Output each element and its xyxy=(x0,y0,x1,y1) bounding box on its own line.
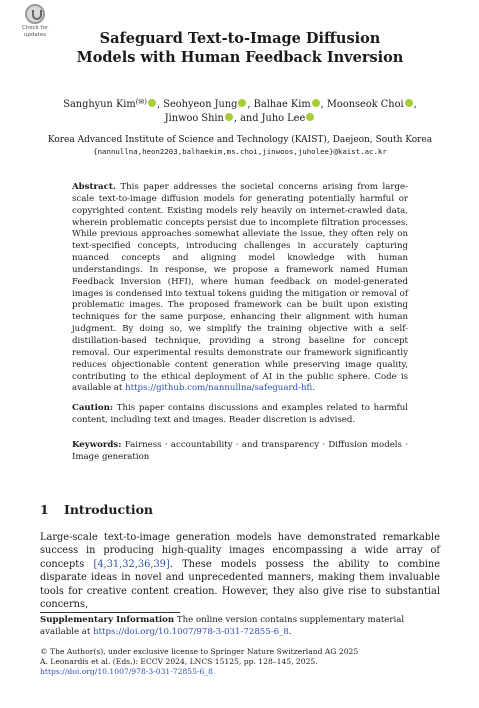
section-heading xyxy=(40,502,153,517)
paper-title xyxy=(40,29,440,67)
intro-text-2: . These models possess the ability to combine disparate ideas in novel and unprecedented manners, making them invaluable tools for creative content creation. However, they also give rise to substantial concerns, xyxy=(40,558,440,611)
affiliation xyxy=(20,134,460,158)
keywords-label: Keywords: xyxy=(72,439,122,450)
orcid-icon[interactable] xyxy=(225,113,233,121)
supplementary-link[interactable]: https://doi.org/10.1007/978-3-031-72855-6_8 xyxy=(93,626,289,637)
abstract-text: This paper addresses the societal concerns arising from large-scale text-to-image diffusion models for generating potentially harmful or copyrighted content. Existing models rely heavily on internet-crawled data, wherein problematic concepts persist due to incomplete filtration processes. While previous approaches somewhat alleviate the issue, they often rely on text-specified concepts, introducing challenges in accurately capturing nuanced concepts and aligning model knowledge with human understandings. In response, we propose a framework named Human Feedback Inversion (HFI), where human feedback on model-generated images is condensed into textual tokens guiding the mitigation or removal of problematic images. The proposed framework can be built upon existing techniques for the same purpose, enhancing their alignment with human judgment. By doing so, we simplify the training objective with a self-distillation-based technique, providing a strong baseline for concept removal. Our experimental results demonstrate our framework significantly reduces objectionable content generation while preserving image quality, contributing to the ethical deployment of AI in the public sphere. Code is available at xyxy=(72,182,408,394)
code-link[interactable]: https://github.com/nannullna/safeguard-hfi xyxy=(125,383,313,394)
supplementary-end: . xyxy=(288,626,292,637)
author-4: , Moonseok Choi xyxy=(320,99,404,110)
caution-label: Caution: xyxy=(72,403,114,414)
section-number: 1 xyxy=(40,502,49,517)
author-5: Jinwoo Shin xyxy=(164,113,224,124)
author-6: , and Juho Lee xyxy=(233,113,306,124)
orcid-icon[interactable] xyxy=(148,99,156,107)
citation-link[interactable]: [4,31,32,36,39] xyxy=(93,558,170,570)
intro-paragraph xyxy=(40,531,440,611)
title-line-2: Models with Human Feedback Inversion xyxy=(76,49,404,66)
supplementary-note xyxy=(40,615,440,638)
copyright-line: © The Author(s), under exclusive license to Springer Nature Switzerland AG 2025 xyxy=(40,647,359,656)
caution-text: This paper contains discussions and examples related to harmful content, including text and images. Reader discretion is advised. xyxy=(72,403,409,426)
abstract-end: . xyxy=(312,383,315,394)
orcid-icon[interactable] xyxy=(306,113,314,121)
abstract-paragraph xyxy=(72,182,408,395)
bookmark-icon xyxy=(25,4,45,24)
doi-link[interactable]: https://doi.org/10.1007/978-3-031-72855-6_8 xyxy=(40,667,213,676)
author-list xyxy=(40,95,440,126)
keywords-text: Fairness · accountability · and transparency · Diffusion models · Image generation xyxy=(72,439,408,462)
caution-paragraph xyxy=(72,403,408,427)
badge-label-1: Check for xyxy=(21,25,49,31)
intro-text-1: Large-scale text-to-image generation models have demonstrated remarkable success in producing high-quality images encompassing a wide array of concepts xyxy=(40,532,440,570)
citation-line: A. Leonardis et al. (Eds.): ECCV 2024, LNCS 15125, pp. 128–145, 2025. xyxy=(40,657,318,666)
copyright-block xyxy=(40,647,440,677)
affiliation-line: Korea Advanced Institute of Science and Technology (KAIST), Daejeon, South Korea xyxy=(47,135,433,145)
orcid-icon[interactable] xyxy=(312,99,320,107)
supplementary-label: Supplementary Information xyxy=(40,615,175,625)
footnote-divider xyxy=(40,612,180,613)
author-1: Sanghyun Kim xyxy=(63,99,136,110)
corresponding-mark: (✉) xyxy=(135,98,148,106)
abstract-block xyxy=(72,182,408,464)
supplementary-text: The online version contains supplementary material available at xyxy=(40,615,405,637)
author-2: , Seohyeon Jung xyxy=(157,99,238,110)
keywords-paragraph xyxy=(72,440,408,464)
author-4-end: , xyxy=(413,99,417,110)
orcid-icon[interactable] xyxy=(238,99,246,107)
title-line-1: Safeguard Text-to-Image Diffusion xyxy=(99,30,381,47)
author-emails: {nannullna,heon2203,balhaekim,ms.choi,jinwoos,juholee}@kaist.ac.kr xyxy=(93,147,387,156)
badge-label-2: updates xyxy=(23,32,47,38)
orcid-icon[interactable] xyxy=(405,99,413,107)
abstract-label: Abstract. xyxy=(72,182,116,192)
section-title: Introduction xyxy=(64,502,154,517)
author-3: , Balhae Kim xyxy=(247,99,311,110)
